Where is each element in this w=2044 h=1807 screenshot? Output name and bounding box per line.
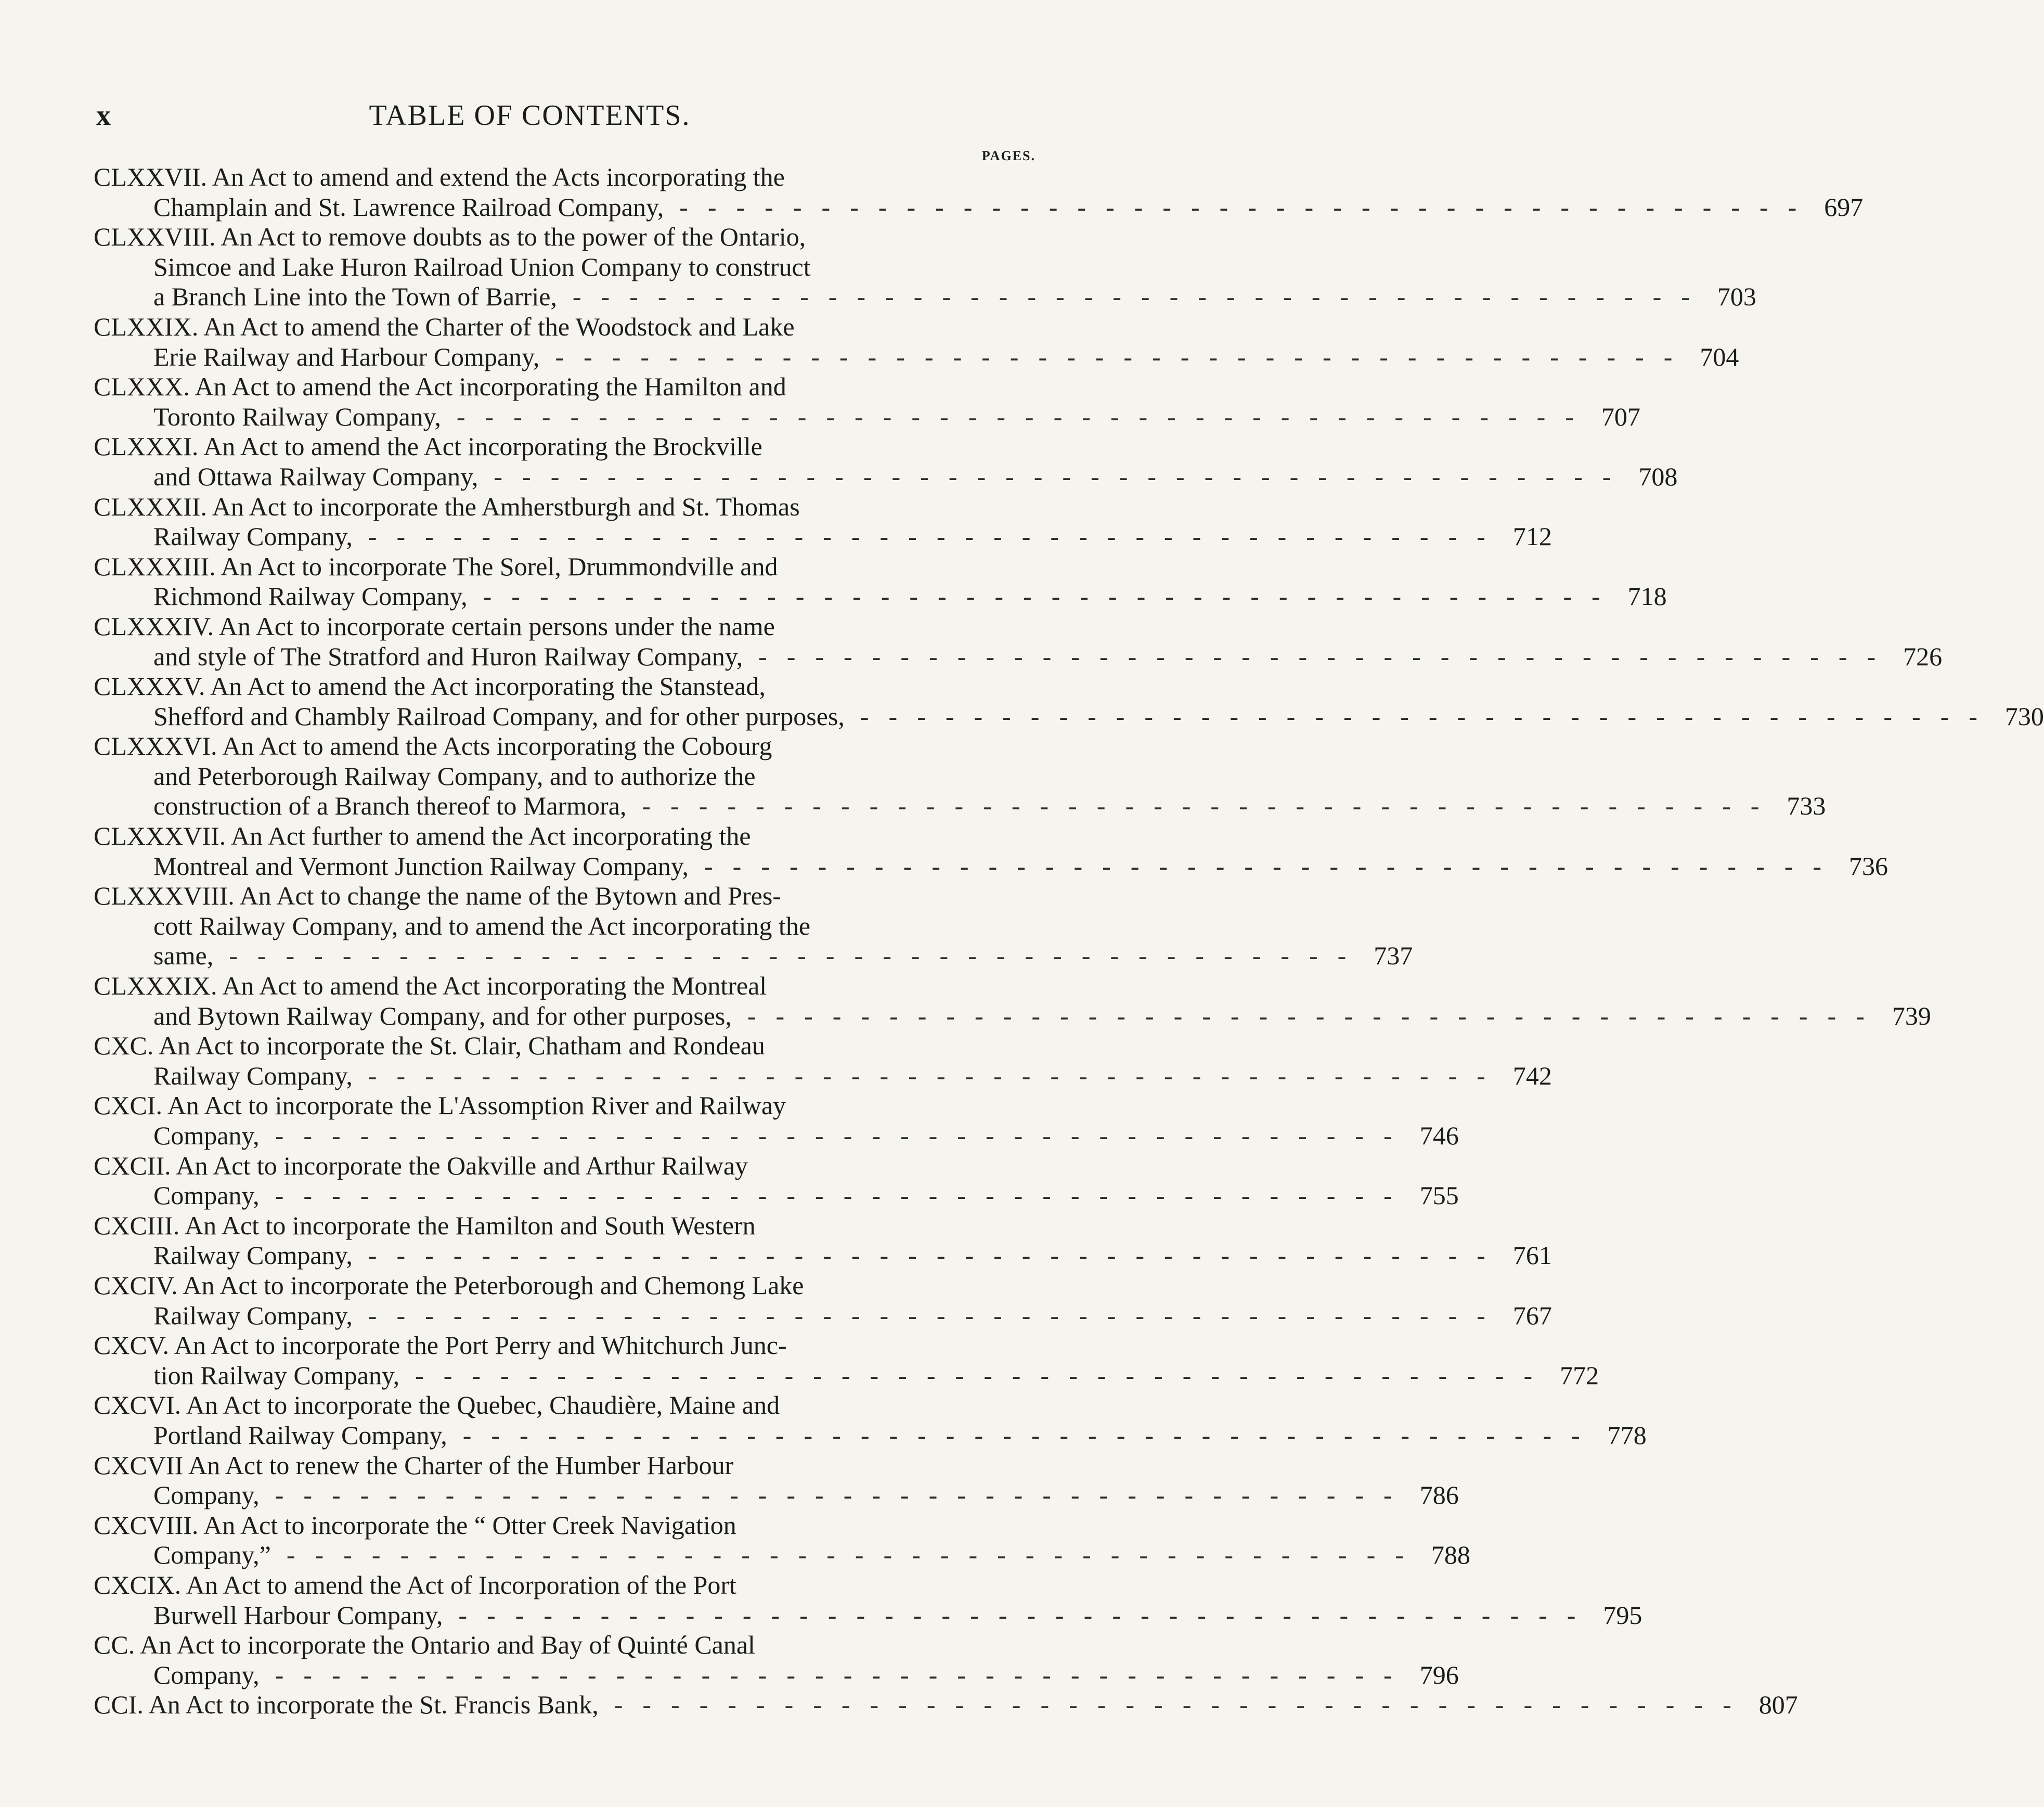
page-reference: 778 — [1607, 1420, 1647, 1450]
toc-entry — [94, 222, 1756, 312]
page-reference: 712 — [1512, 522, 1552, 551]
entry-first-line: CXCVIII. An Act to incorporate the “ Otter Creek Navigation — [94, 1510, 736, 1540]
entry-text: CCI. An Act to incorporate the St. Francis Bank, — [94, 1690, 599, 1720]
dash-leader: ---------------------------------------- — [368, 522, 1505, 551]
page-header — [0, 99, 1059, 140]
toc-entry — [94, 1031, 1552, 1091]
dash-leader: ---------------------------------------- — [704, 851, 1842, 881]
entry-first-line: CXCVI. An Act to incorporate the Quebec, Chaudière, Maine and — [94, 1390, 780, 1420]
dash-leader: ---------------------------------------- — [415, 1360, 1553, 1390]
entry-text: Champlain and St. Lawrence Railroad Company, — [153, 192, 664, 222]
entry-first-line: CLXXX. An Act to amend the Act incorporating the Hamilton and — [94, 372, 786, 402]
dash-leader: ---------------------------------------- — [494, 461, 1631, 491]
entry-first-line: CXC. An Act to incorporate the St. Clair, Chatham and Rondeau — [94, 1031, 765, 1061]
entry-continuation-line — [94, 1300, 1552, 1331]
page-reference: 788 — [1431, 1540, 1470, 1570]
entry-continuation-line — [94, 342, 1739, 372]
entry-first-line: CLXXXII. An Act to incorporate the Amherstburgh and St. Thomas — [94, 492, 800, 521]
entry-text: Company, — [153, 1660, 260, 1689]
entry-first-line: CXCV. An Act to incorporate the Port Perry and Whitchurch Junc- — [94, 1331, 787, 1360]
toc-entry — [94, 1510, 1470, 1570]
page-reference: 697 — [1824, 192, 1864, 222]
entry-text: Company, — [153, 1181, 260, 1210]
entry-continuation-line — [94, 522, 1552, 552]
dash-leader: ---------------------------------------- — [368, 1241, 1505, 1270]
dash-leader: ---------------------------------------- — [456, 402, 1594, 431]
page-reference: 704 — [1700, 342, 1739, 371]
entry-continuation-line — [94, 1061, 1552, 1091]
entry-text: Portland Railway Company, — [153, 1420, 447, 1450]
entry-continuation-line — [94, 1480, 1459, 1511]
page-reference: 807 — [1758, 1690, 1798, 1720]
toc-entry — [94, 1210, 1552, 1271]
entry-text: Company,” — [153, 1540, 271, 1570]
toc-entry — [94, 1331, 1599, 1390]
dash-leader: ---------------------------------------- — [572, 282, 1710, 312]
entry-text: and Ottawa Railway Company, — [153, 461, 478, 491]
page-reference: 795 — [1603, 1600, 1642, 1630]
entry-text: Richmond Railway Company, — [153, 582, 468, 611]
pages-column-label: PAGES. — [981, 148, 1036, 163]
dash-leader: ---------------------------------------- — [758, 641, 1896, 671]
entry-first-line: CLXXXIII. An Act to incorporate The Sorel, Drummondville and — [94, 551, 778, 581]
entry-continuation-line — [94, 641, 1943, 672]
entry-continuation-line — [94, 1241, 1552, 1271]
entry-text: Railway Company, — [153, 1061, 353, 1090]
entry-first-line: CLXXXIX. An Act to amend the Act incorporating the Montreal — [94, 971, 767, 1001]
entry-text: tion Railway Company, — [153, 1360, 400, 1390]
dash-leader: ---------------------------------------- — [642, 791, 1779, 821]
dash-leader: ---------------------------------------- — [275, 1660, 1412, 1689]
dash-leader: ---------------------------------------- — [275, 1480, 1412, 1510]
page-reference: 739 — [1892, 1001, 1931, 1030]
toc-entry — [94, 1570, 1642, 1630]
entry-first-line: CLXXXIV. An Act to incorporate certain persons under the name — [94, 611, 775, 641]
toc-entry — [94, 1390, 1647, 1450]
entry-text: same, — [153, 941, 214, 971]
toc-entry — [94, 312, 1739, 372]
dash-leader: ---------------------------------------- — [229, 941, 1366, 971]
entry-text: Toronto Railway Company, — [153, 402, 441, 431]
toc-entry — [94, 1690, 1798, 1720]
page-reference: 737 — [1374, 941, 1413, 971]
page-reference: 718 — [1627, 582, 1667, 611]
entry-first-line: CXCIV. An Act to incorporate the Peterborough and Chemong Lake — [94, 1270, 804, 1300]
page-reference: 767 — [1512, 1300, 1552, 1330]
page-reference: 730 — [2004, 701, 2044, 731]
toc-entry — [94, 372, 1640, 432]
entry-continuation-line — [94, 851, 1888, 882]
toc-entry — [94, 731, 1826, 821]
entry-first-line: CLXXVIII. An Act to remove doubts as to the power of the Ontario, — [94, 222, 806, 252]
toc-entry — [94, 1450, 1459, 1511]
toc-entry — [94, 971, 1931, 1031]
entry-first-line: CXCIX. An Act to amend the Act of Incorporation of the Port — [94, 1570, 736, 1599]
dash-leader: ---------------------------------------- — [614, 1690, 1751, 1720]
page-reference: 742 — [1512, 1061, 1552, 1090]
entry-first-line: CLXXXVIII. An Act to change the name of the Bytown and Pres- — [94, 881, 781, 911]
entry-first-line: CXCIII. An Act to incorporate the Hamilton and South Western — [94, 1210, 756, 1240]
dash-leader: ---------------------------------------- — [286, 1540, 1424, 1570]
page-reference: 786 — [1419, 1480, 1459, 1510]
entry-text: Erie Railway and Harbour Company, — [153, 342, 540, 371]
entry-continuation-line — [94, 1540, 1470, 1570]
toc-entry — [94, 162, 1864, 222]
page-reference: 733 — [1787, 791, 1826, 821]
entry-text: Shefford and Chambly Railroad Company, and for other purposes, — [153, 701, 845, 731]
entry-continuation-line — [94, 1660, 1459, 1690]
dash-leader: ---------------------------------------- — [747, 1001, 1884, 1030]
entry-continuation-line — [94, 582, 1667, 612]
entry-continuation-line — [94, 1360, 1599, 1391]
dash-leader: ---------------------------------------- — [483, 582, 1620, 611]
toc-entry — [94, 432, 1678, 492]
entry-first-line: CLXXXVII. An Act further to amend the Act incorporating the — [94, 821, 751, 851]
entry-text: Burwell Harbour Company, — [153, 1600, 443, 1630]
toc-entry — [94, 821, 1888, 881]
entry-continuation-line — [94, 1600, 1642, 1631]
entry-first-line: CXCI. An Act to incorporate the L'Assomption River and Railway — [94, 1091, 786, 1120]
entry-text: construction of a Branch thereof to Marmora, — [153, 791, 627, 821]
toc-entry — [94, 1630, 1459, 1690]
dash-leader: ---------------------------------------- — [275, 1121, 1412, 1150]
page-reference: 746 — [1419, 1121, 1459, 1150]
dash-leader: ---------------------------------------- — [458, 1600, 1596, 1630]
toc-entry — [94, 1270, 1552, 1331]
page-reference: 796 — [1419, 1660, 1459, 1689]
entry-text: and Bytown Railway Company, and for other purposes, — [153, 1001, 732, 1030]
entry-first-line: CLXXVII. An Act to amend and extend the Acts incorporating the — [94, 162, 785, 191]
entry-text: Company, — [153, 1480, 260, 1510]
entry-continuation-line: Simcoe and Lake Huron Railroad Union Company to construct — [153, 252, 811, 281]
entry-continuation-line — [94, 282, 1756, 312]
dash-leader: ---------------------------------------- — [275, 1181, 1412, 1210]
entry-text: Railway Company, — [153, 522, 353, 551]
toc-entry — [94, 611, 1943, 672]
entry-continuation-line — [94, 192, 1864, 223]
entry-continuation-line — [94, 941, 1413, 971]
dash-leader: ---------------------------------------- — [368, 1300, 1505, 1330]
dash-leader: ---------------------------------------- — [555, 342, 1692, 371]
page-reference: 772 — [1560, 1360, 1599, 1390]
running-title: TABLE OF CONTENTS. — [369, 99, 691, 132]
toc-entry — [94, 1091, 1459, 1151]
entry-continuation-line: cott Railway Company, and to amend the Act incorporating the — [153, 911, 811, 940]
entry-text: Railway Company, — [153, 1300, 353, 1330]
entry-first-line: CLXXXI. An Act to amend the Act incorporating the Brockville — [94, 432, 762, 461]
entry-text: Montreal and Vermont Junction Railway Company, — [153, 851, 689, 881]
entry-text: and style of The Stratford and Huron Railway Company, — [153, 641, 743, 671]
page-reference: 755 — [1419, 1181, 1459, 1210]
entry-first-line: CLXXXV. An Act to amend the Act incorporating the Stanstead, — [94, 672, 766, 701]
toc-entry — [94, 1151, 1459, 1211]
page-reference: 736 — [1849, 851, 1888, 881]
page-reference: 761 — [1512, 1241, 1552, 1270]
entry-continuation-line — [94, 791, 1826, 821]
dash-leader: ---------------------------------------- — [368, 1061, 1505, 1090]
page-reference: 707 — [1601, 402, 1640, 431]
page-reference: 703 — [1717, 282, 1756, 312]
toc-entry — [94, 551, 1667, 612]
entry-text: Railway Company, — [153, 1241, 353, 1270]
entry-first-line: CXCII. An Act to incorporate the Oakville and Arthur Railway — [94, 1151, 748, 1180]
dash-leader: ---------------------------------------- — [679, 192, 1817, 222]
toc-entry — [94, 881, 1413, 971]
page-number: x — [96, 99, 111, 132]
entry-first-line: CLXXXVI. An Act to amend the Acts incorporating the Cobourg — [94, 731, 772, 761]
page-reference: 708 — [1638, 461, 1678, 491]
entry-continuation-line — [94, 461, 1678, 492]
entry-continuation-line: and Peterborough Railway Company, and to authorize the — [153, 761, 756, 791]
toc-entry — [94, 672, 2044, 731]
entry-continuation-line — [94, 1001, 1931, 1031]
entry-continuation-line — [94, 1181, 1459, 1211]
dash-leader: ---------------------------------------- — [462, 1420, 1600, 1450]
entry-first-line — [94, 1690, 1798, 1720]
page-reference: 726 — [1903, 641, 1943, 671]
entry-first-line: CLXXIX. An Act to amend the Charter of the Woodstock and Lake — [94, 312, 795, 341]
entry-text: Company, — [153, 1121, 260, 1150]
entry-continuation-line — [94, 1420, 1647, 1451]
contents-list — [94, 162, 2044, 1720]
entry-continuation-line — [94, 402, 1640, 432]
entry-first-line: CXCVII An Act to renew the Charter of the Humber Harbour — [94, 1450, 734, 1480]
dash-leader: ---------------------------------------- — [860, 701, 1997, 731]
entry-first-line: CC. An Act to incorporate the Ontario and Bay of Quinté Canal — [94, 1630, 755, 1660]
toc-entry — [94, 492, 1552, 552]
entry-text: a Branch Line into the Town of Barrie, — [153, 282, 557, 312]
entry-continuation-line — [94, 701, 2044, 732]
entry-continuation-line — [94, 1121, 1459, 1151]
